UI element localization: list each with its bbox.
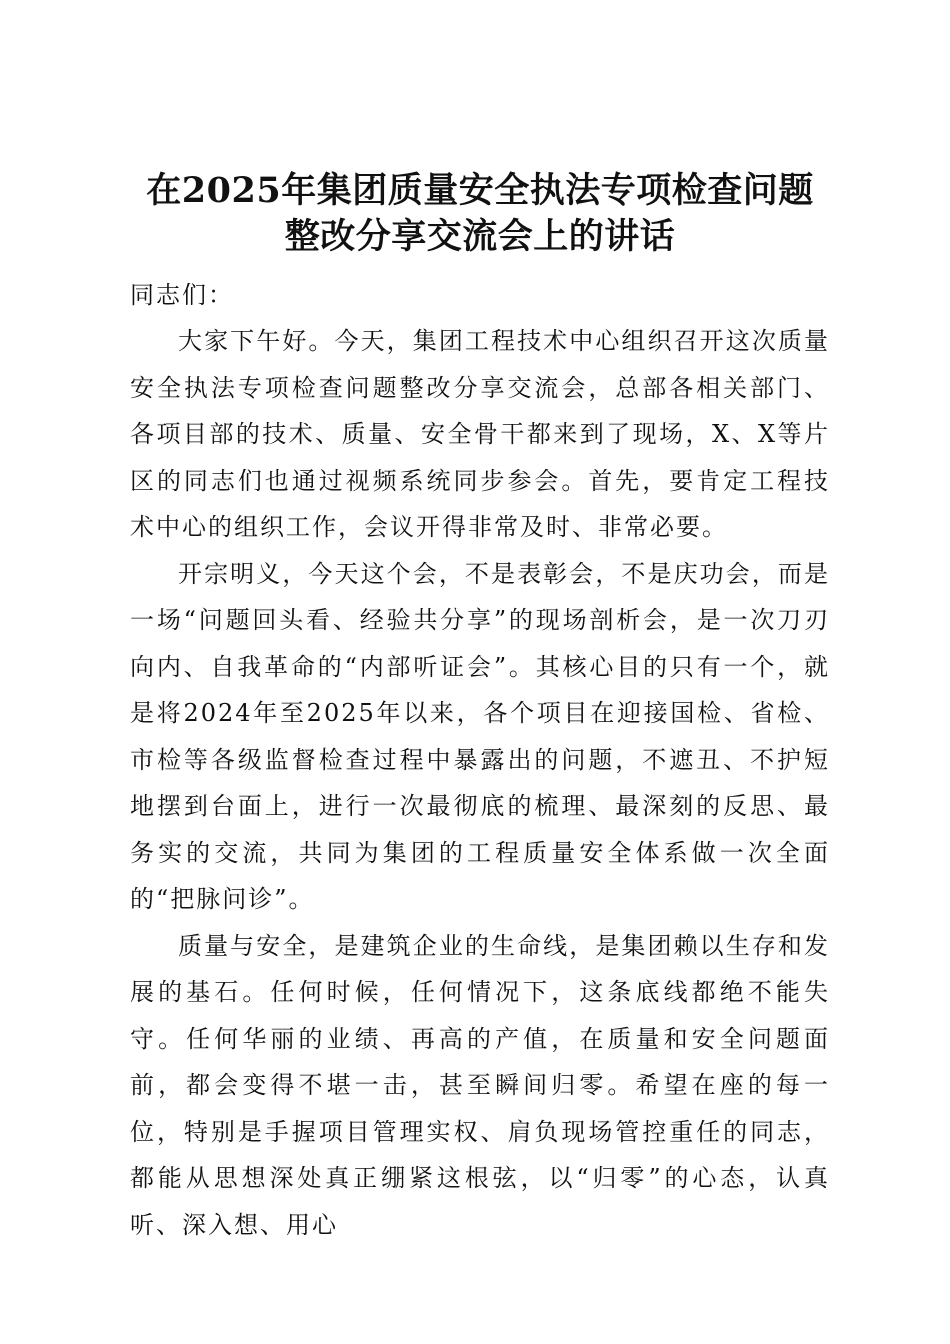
salutation: 同志们：: [130, 281, 234, 309]
paragraph-2: 开宗明义，今天这个会，不是表彰会，不是庆功会，而是一场“问题回头看、经验共分享”的现场剖析会，是一次刀刃向内、自我革命的“内部听证会”。其核心目的只有一个，就是将2024年至2025年以来，各个项目在迎接国检、省检、市检等各级监督检查过程中暴露出的问题，不遮丑、不护短地摆到台面上，进行一次最彻底的梳理、最深刻的反思、最务实的交流，共同为集团的工程质量安全体系做一次全面的“把脉问诊”。: [130, 559, 830, 913]
paragraph-1: 大家下午好。今天，集团工程技术中心组织召开这次质量安全执法专项检查问题整改分享交流会，总部各相关部门、各项目部的技术、质量、安全骨干都来到了现场，X、X等片区的同志们也通过视频系统同步参会。首先，要肯定工程技术中心的组织工作，会议开得非常及时、非常必要。: [130, 327, 830, 541]
document-page: [130, 168, 830, 1248]
paragraph-3: 质量与安全，是建筑企业的生命线，是集团赖以生存和发展的基石。任何时候，任何情况下，这条底线都绝不能失守。任何华丽的业绩、再高的产值，在质量和安全问题面前，都会变得不堪一击，甚至瞬间归零。希望在座的每一位，特别是手握项目管理实权、肩负现场管控重任的同志，都能从思想深处真正绷紧这根弦，以“归零”的心态，认真听、深入想、用心: [130, 931, 830, 1239]
document-title: 在2025年集团质量安全执法专项检查问题整改分享交流会上的讲话: [146, 170, 814, 257]
